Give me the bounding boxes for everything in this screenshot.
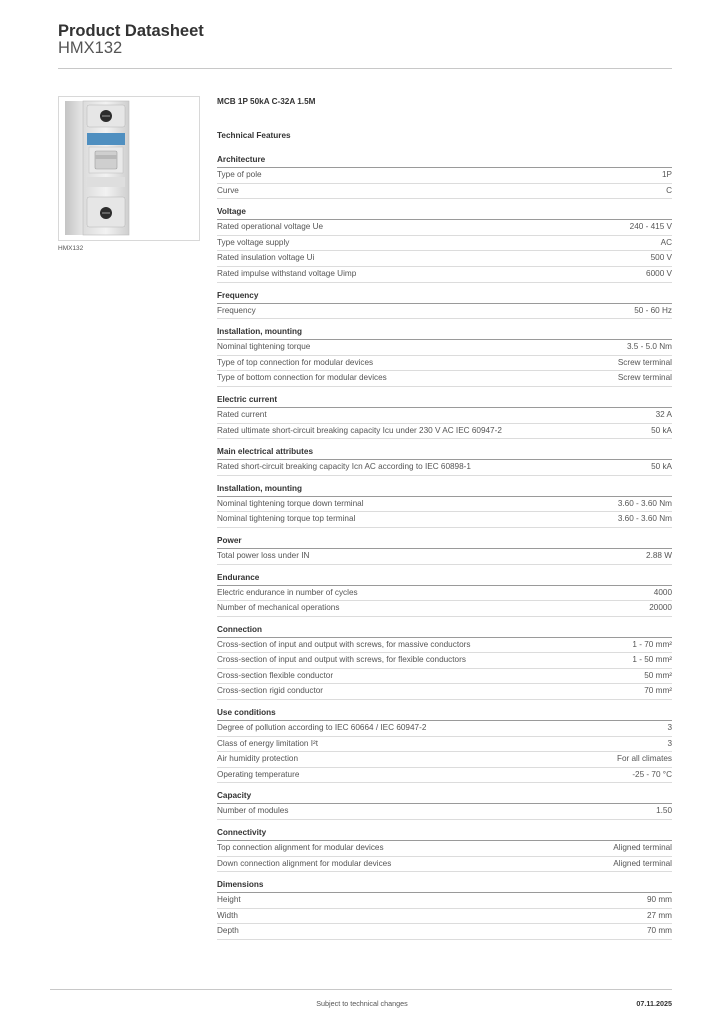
spec-section (217, 482, 672, 528)
spec-row (217, 356, 672, 372)
spec-row (217, 601, 672, 617)
spec-value: 2.88 W (646, 550, 672, 560)
spec-value: 32 A (655, 409, 672, 419)
spec-section (217, 289, 672, 320)
spec-label: Number of modules (217, 806, 289, 816)
spec-row (217, 460, 672, 476)
spec-section (217, 826, 672, 872)
spec-row (217, 236, 672, 252)
spec-label: Rated impulse withstand voltage Uimp (217, 268, 357, 278)
spec-label: Operating temperature (217, 769, 300, 779)
spec-value: 50 kA (651, 425, 672, 435)
spec-label: Nominal tightening torque top terminal (217, 514, 356, 524)
spec-value: 1 - 50 mm² (632, 655, 672, 665)
spec-row (217, 304, 672, 320)
spec-value: 3.60 - 3.60 Nm (617, 514, 672, 524)
spec-label: Rated ultimate short-circuit breaking capacity Icu under 230 V AC IEC 60947-2 (217, 425, 502, 435)
spec-row (217, 737, 672, 753)
spec-label: Height (217, 895, 241, 905)
spec-row (217, 340, 672, 356)
image-caption: HMX132 (58, 245, 84, 252)
spec-section (217, 534, 672, 565)
spec-label: Down connection alignment for modular devices (217, 858, 392, 868)
footer-divider (50, 989, 672, 990)
spec-table (217, 153, 672, 946)
spec-label: Depth (217, 926, 239, 936)
spec-value: 27 mm (646, 910, 672, 920)
spec-label: Cross-section flexible conductor (217, 670, 334, 680)
spec-label: Nominal tightening torque (217, 342, 311, 352)
circuit-breaker-photo-icon (59, 97, 199, 240)
spec-value: Aligned terminal (613, 843, 672, 853)
spec-label: Width (217, 910, 238, 920)
spec-label: Cross-section rigid conductor (217, 686, 324, 696)
spec-value: 90 mm (646, 895, 672, 905)
spec-section (217, 393, 672, 439)
section-title: Connection (217, 623, 672, 638)
spec-row (217, 804, 672, 820)
spec-value: 50 mm² (644, 670, 672, 680)
section-title: Installation, mounting (217, 325, 672, 340)
spec-section (217, 325, 672, 387)
spec-label: Air humidity protection (217, 754, 298, 764)
spec-row (217, 497, 672, 513)
product-name: MCB 1P 50kA C-32A 1.5M (217, 97, 316, 106)
spec-value: 20000 (649, 603, 672, 613)
spec-row (217, 168, 672, 184)
spec-value: 70 mm² (644, 686, 672, 696)
spec-label: Type of top connection for modular devices (217, 357, 374, 367)
spec-value: 50 - 60 Hz (634, 305, 672, 315)
spec-section (217, 706, 672, 783)
spec-section (217, 789, 672, 820)
spec-row (217, 512, 672, 528)
spec-value: Aligned terminal (613, 858, 672, 868)
spec-row (217, 909, 672, 925)
spec-row (217, 721, 672, 737)
spec-row (217, 638, 672, 654)
spec-value: 1.50 (656, 806, 672, 816)
spec-value: 4000 (653, 587, 672, 597)
spec-value: -25 - 70 °C (632, 769, 672, 779)
spec-label: Nominal tightening torque down terminal (217, 498, 364, 508)
section-title: Frequency (217, 289, 672, 304)
spec-label: Curve (217, 185, 239, 195)
spec-value: 50 kA (651, 462, 672, 472)
spec-label: Electric endurance in number of cycles (217, 587, 358, 597)
spec-label: Rated insulation voltage Ui (217, 253, 315, 263)
spec-label: Frequency (217, 305, 256, 315)
spec-label: Top connection alignment for modular devices (217, 843, 384, 853)
spec-label: Type of pole (217, 170, 262, 179)
spec-row (217, 893, 672, 909)
spec-value: 3.5 - 5.0 Nm (626, 342, 672, 352)
section-title: Endurance (217, 571, 672, 586)
spec-row (217, 586, 672, 602)
spec-value: 1 - 70 mm² (632, 639, 672, 649)
page-subtitle: HMX132 (58, 39, 123, 57)
technical-features-heading: Technical Features (217, 131, 291, 140)
spec-value: 240 - 415 V (629, 222, 672, 232)
spec-section (217, 623, 672, 700)
spec-value: 6000 V (646, 268, 672, 278)
spec-row (217, 768, 672, 784)
spec-section (217, 445, 672, 476)
spec-row (217, 220, 672, 236)
spec-row (217, 669, 672, 685)
page-title: Product Datasheet (58, 22, 204, 40)
section-title: Use conditions (217, 706, 672, 721)
spec-row (217, 549, 672, 565)
spec-label: Degree of pollution according to IEC 60664 / IEC 60947-2 (217, 723, 427, 733)
spec-row (217, 857, 672, 873)
spec-label: Rated current (217, 409, 267, 419)
spec-value: C (666, 185, 672, 195)
header-divider (58, 68, 672, 69)
spec-label: Type voltage supply (217, 237, 290, 247)
spec-label: Rated short-circuit breaking capacity Icn AC according to IEC 60898-1 (217, 462, 471, 472)
spec-value: 3 (667, 723, 672, 733)
spec-label: Class of energy limitation I²t (217, 738, 319, 748)
section-title: Main electrical attributes (217, 445, 672, 460)
spec-row (217, 408, 672, 424)
spec-row (217, 371, 672, 387)
spec-label: Number of mechanical operations (217, 603, 340, 613)
footer-date: 07.11.2025 (636, 999, 672, 1008)
spec-row (217, 653, 672, 669)
spec-row (217, 841, 672, 857)
spec-value: 3 (667, 738, 672, 748)
spec-section (217, 571, 672, 617)
section-title: Voltage (217, 205, 672, 220)
spec-row (217, 424, 672, 440)
spec-row (217, 184, 672, 200)
spec-section (217, 205, 672, 282)
spec-row (217, 752, 672, 768)
spec-row (217, 684, 672, 700)
spec-label: Rated operational voltage Ue (217, 222, 324, 232)
spec-label: Cross-section of input and output with screws, for massive conductors (217, 639, 471, 649)
spec-value: 70 mm (646, 926, 672, 936)
spec-value: Screw terminal (617, 357, 672, 367)
section-title: Dimensions (217, 878, 672, 893)
spec-label: Cross-section of input and output with screws, for flexible conductors (217, 655, 466, 665)
product-image-frame (58, 96, 200, 241)
spec-section (217, 153, 672, 199)
spec-row (217, 251, 672, 267)
spec-value: For all climates (616, 754, 672, 764)
spec-value: 500 V (650, 253, 672, 263)
section-title: Capacity (217, 789, 672, 804)
section-title: Electric current (217, 393, 672, 408)
spec-label: Total power loss under IN (217, 550, 310, 560)
spec-section (217, 878, 672, 940)
spec-value: 3.60 - 3.60 Nm (617, 498, 672, 508)
spec-label: Type of bottom connection for modular devices (217, 373, 387, 383)
section-title: Power (217, 534, 672, 549)
spec-row (217, 924, 672, 940)
spec-value: 1P (661, 170, 672, 179)
footer-note: Subject to technical changes (316, 999, 408, 1008)
spec-value: AC (660, 237, 672, 247)
section-title: Installation, mounting (217, 482, 672, 497)
section-title: Architecture (217, 153, 672, 168)
spec-row (217, 267, 672, 283)
spec-value: Screw terminal (617, 373, 672, 383)
section-title: Connectivity (217, 826, 672, 841)
